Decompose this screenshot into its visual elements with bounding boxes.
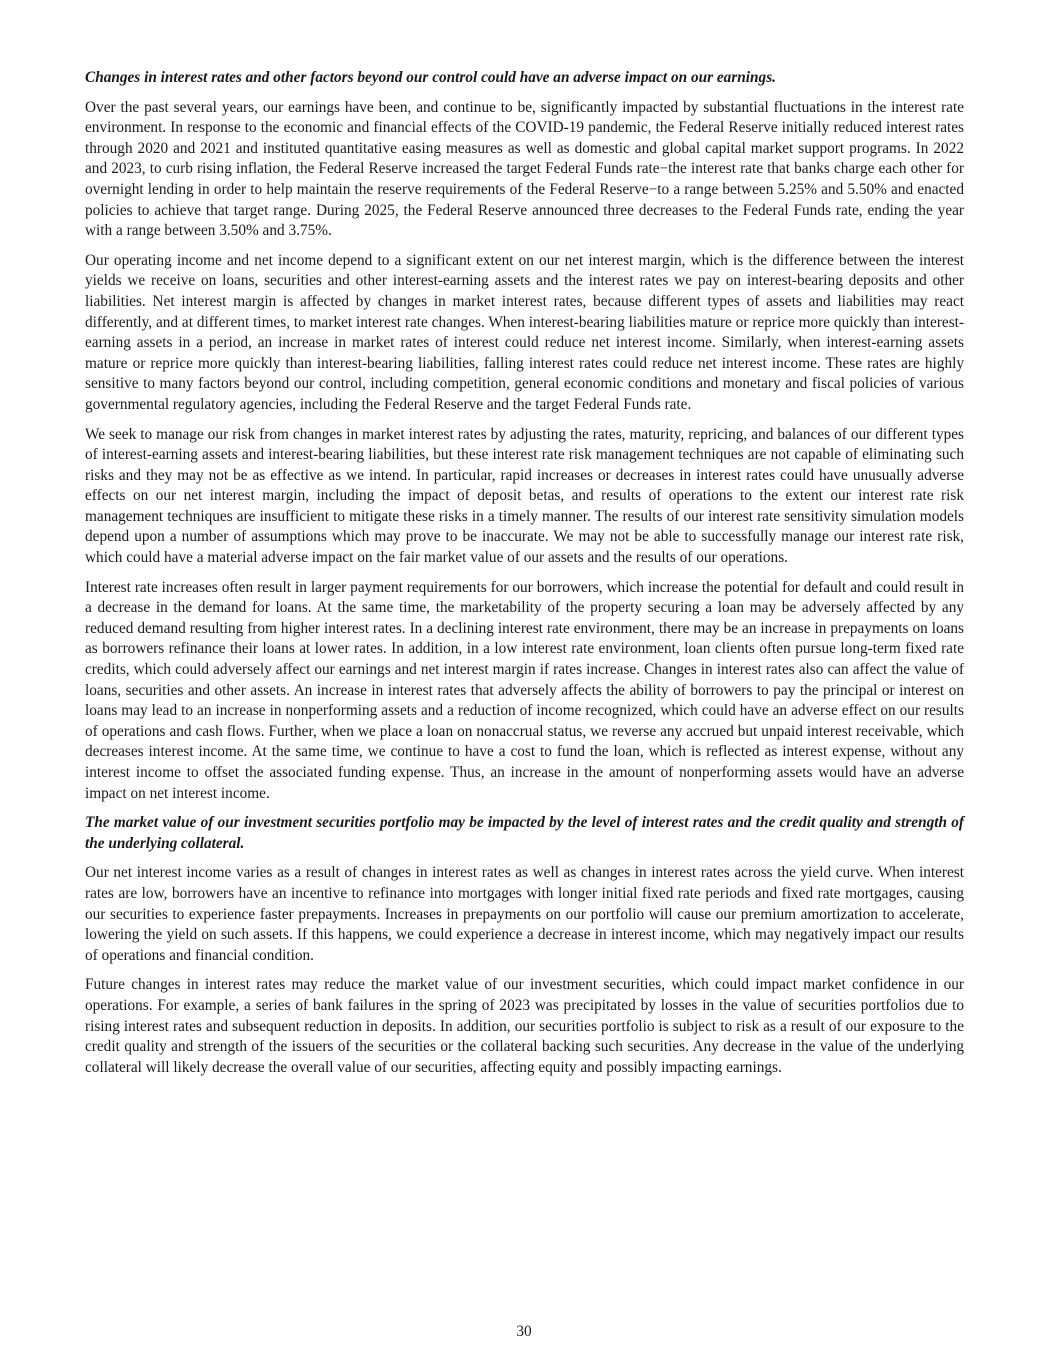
paragraph: We seek to manage our risk from changes in market interest rates by adjusting the rates, maturity, repricing, and balances of our different types of interest-earning assets and interest-bearing liabilities, but these interest rate risk management techniques are not capable of eliminating such risks and they may not be as effective as we intend. In particular, rapid increases or decreases in interest rates could have unusually adverse effects on our net interest margin, including the impact of deposit betas, and results of operations to the extent our interest rate risk management techniques are insufficient to mitigate these risks in a timely manner. The results of our interest rate sensitivity simulation models depend upon a number of assumptions which may prove to be inaccurate. We may not be able to successfully manage our interest rate risk, which could have a material adverse impact on the fair market value of our assets and the results of our operations. <box>85 425 964 567</box>
document-body <box>85 68 964 1087</box>
paragraph: Future changes in interest rates may reduce the market value of our investment securities, which could impact market confidence in our operations. For example, a series of bank failures in the spring of 2023 was precipitated by losses in the value of securities portfolios due to rising interest rates and subsequent reduction in deposits. In addition, our securities portfolio is subject to risk as a result of our exposure to the credit quality and strength of the issuers of the securities or the collateral backing such securities. Any decrease in the value of the underlying collateral will likely decrease the overall value of our securities, affecting equity and possibly impacting earnings. <box>85 976 964 1076</box>
paragraph: Our net interest income varies as a result of changes in interest rates as well as changes in interest rates across the yield curve. When interest rates are low, borrowers have an incentive to refinance into mortgages with longer initial fixed rate periods and fixed rate mortgages, causing our securities to experience faster prepayments. Increases in prepayments on our portfolio will cause our premium amortization to accelerate, lowering the yield on such assets. If this happens, we could experience a decrease in interest income, which may negatively impact our results of operations and financial condition. <box>85 864 964 964</box>
section-heading: The market value of our investment securities portfolio may be impacted by the level of interest rates and the credit quality and strength of the underlying collateral. <box>85 814 964 852</box>
paragraph: Over the past several years, our earnings have been, and continue to be, significantly impacted by substantial fluctuations in the interest rate environment. In response to the economic and financial effects of the COVID-19 pandemic, the Federal Reserve initially reduced interest rates through 2020 and 2021 and instituted quantitative easing measures as well as domestic and global capital market support programs. In 2022 and 2023, to curb rising inflation, the Federal Reserve increased the target Federal Funds rate−the interest rate that banks charge each other for overnight lending in order to help maintain the reserve requirements of the Federal Reserve−to a range between 5.25% and 5.50% and enacted policies to achieve that target range. During 2025, the Federal Reserve announced three decreases to the Federal Funds rate, ending the year with a range between 3.50% and 3.75%. <box>85 98 964 240</box>
section-heading: Changes in interest rates and other factors beyond our control could have an adverse impact on our earnings. <box>85 69 776 86</box>
page-number: 30 <box>516 1323 532 1340</box>
paragraph: Interest rate increases often result in larger payment requirements for our borrowers, which increase the potential for default and could result in a decrease in the demand for loans. At the same time, the marketability of the property securing a loan may be adversely affected by any reduced demand resulting from higher interest rates. In a declining interest rate environment, there may be an increase in prepayments on loans as borrowers refinance their loans at lower rates. In addition, in a low interest rate environment, loan clients often pursue long-term fixed rate credits, which could adversely affect our earnings and net interest margin if rates increase. Changes in interest rates also can affect the value of loans, securities and other assets. An increase in interest rates that adversely affects the ability of borrowers to pay the principal or interest on loans may lead to an increase in nonperforming assets and a reduction of income recognized, which could have an adverse effect on our results of operations and cash flows. Further, when we place a loan on nonaccrual status, we reverse any accrued but unpaid interest receivable, which decreases interest income. At the same time, we continue to have a cost to fund the loan, which is reflected as interest expense, without any interest income to offset the associated funding expense. Thus, an increase in the amount of nonperforming assets would have an adverse impact on net interest income. <box>85 578 964 802</box>
paragraph: Our operating income and net income depend to a significant extent on our net interest margin, which is the difference between the interest yields we receive on loans, securities and other interest-earning assets and the interest rates we pay on interest-bearing deposits and other liabilities. Net interest margin is affected by changes in market interest rates, because different types of assets and liabilities may react differently, and at different times, to market interest rate changes. When interest-bearing liabilities mature or reprice more quickly than interest-earning assets in a period, an increase in market rates of interest could reduce net interest income. Similarly, when interest-earning assets mature or reprice more quickly than interest-bearing liabilities, falling interest rates could reduce net interest income. These rates are highly sensitive to many factors beyond our control, including competition, general economic conditions and monetary and fiscal policies of various governmental regulatory agencies, including the Federal Reserve and the target Federal Funds rate. <box>85 251 964 413</box>
